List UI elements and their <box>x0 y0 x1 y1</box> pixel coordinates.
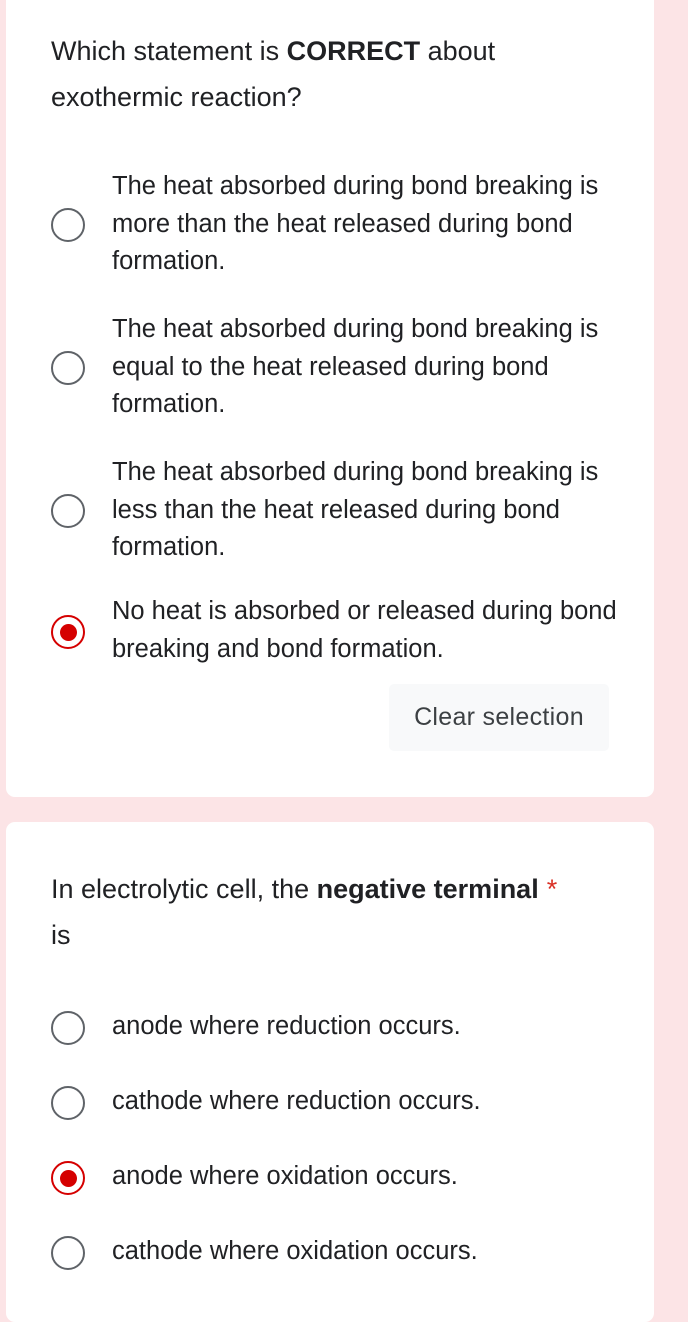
question-text-end: is <box>51 920 71 950</box>
radio-button-checked[interactable] <box>51 1161 85 1195</box>
option-label: cathode where reduction occurs. <box>112 1087 481 1115</box>
radio-button[interactable] <box>51 208 85 242</box>
question-emphasis: CORRECT <box>286 36 421 66</box>
radio-option[interactable] <box>51 1083 641 1123</box>
radio-button-checked[interactable] <box>51 615 85 649</box>
radio-button[interactable] <box>51 1086 85 1120</box>
radio-button[interactable] <box>51 494 85 528</box>
radio-option[interactable] <box>51 454 641 569</box>
question-card-1 <box>6 0 654 797</box>
question-title <box>51 28 611 120</box>
question-card-2 <box>6 822 654 1322</box>
option-label: anode where oxidation occurs. <box>112 1162 458 1190</box>
radio-option[interactable] <box>51 168 641 283</box>
option-label: The heat absorbed during bond breaking is equal to the heat released during bond formation. <box>112 315 599 418</box>
question-text: In electrolytic cell, the <box>51 874 317 904</box>
radio-option-selected[interactable] <box>51 593 641 671</box>
radio-option[interactable] <box>51 1233 641 1273</box>
option-label: anode where reduction occurs. <box>112 1012 461 1040</box>
radio-option[interactable] <box>51 1008 641 1048</box>
question-title <box>51 866 611 958</box>
radio-option-selected[interactable] <box>51 1158 641 1198</box>
option-label: cathode where oxidation occurs. <box>112 1237 478 1265</box>
radio-button[interactable] <box>51 351 85 385</box>
option-label: No heat is absorbed or released during bond breaking and bond formation. <box>112 597 617 663</box>
required-asterisk: * <box>546 874 558 904</box>
option-label: The heat absorbed during bond breaking is more than the heat released during bond formation. <box>112 172 599 275</box>
option-label: The heat absorbed during bond breaking is less than the heat released during bond formation. <box>112 458 599 561</box>
clear-selection-button[interactable]: Clear selection <box>389 684 609 751</box>
question-emphasis: negative terminal <box>316 874 539 904</box>
radio-option[interactable] <box>51 311 641 426</box>
question-text-end: about exothermic reaction? <box>51 36 496 112</box>
question-text: Which statement is <box>51 36 287 66</box>
radio-button[interactable] <box>51 1236 85 1270</box>
radio-button[interactable] <box>51 1011 85 1045</box>
